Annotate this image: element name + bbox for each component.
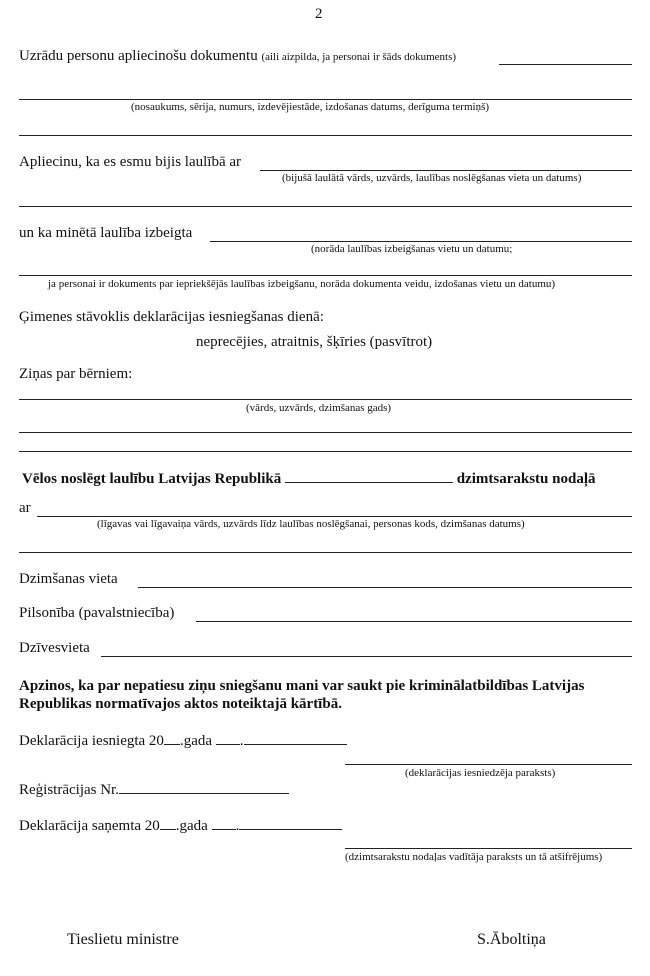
received-line (19, 816, 342, 835)
id-doc-field-line3[interactable] (19, 135, 632, 136)
received-dot: . (235, 818, 240, 834)
received-gada: .gada (175, 818, 208, 834)
birthplace-label: Dzimšanas vieta (19, 571, 118, 587)
submitted-line (19, 731, 347, 750)
received-year-field[interactable] (160, 816, 176, 830)
marriage-hint: (bijušā laulātā vārds, uzvārds, laulības noslēgšanas vieta un datums) (282, 172, 582, 184)
page-number: 2 (315, 6, 323, 22)
marriage-field[interactable] (260, 170, 632, 171)
submitted-dot: . (239, 733, 244, 749)
with-label: ar (19, 500, 31, 516)
wish-part2: dzimtsarakstu nodaļā (456, 471, 596, 487)
family-status-label: Ģimenes stāvoklis deklarācijas iesniegšanas dienā: (19, 309, 324, 325)
head-sig-hint: (dzimtsarakstu nodaļas vadītāja paraksts un tā atšifrējums) (345, 851, 603, 863)
statement-line1: Apzinos, ka par nepatiesu ziņu sniegšanu mani var saukt pie kriminālatbildības Latvijas (19, 678, 585, 694)
wish-line (22, 469, 596, 488)
id-doc-hint: (nosaukums, sērija, numurs, izdevējiestāde, izdošanas datums, derīguma termiņš) (131, 101, 490, 113)
received-prefix: Deklarācija saņemta 20 (19, 818, 160, 834)
id-doc-note: (aili aizpilda, ja personai ir šāds dokuments) (261, 51, 457, 63)
children-field-line3[interactable] (19, 451, 632, 452)
children-field-line2[interactable] (19, 432, 632, 433)
statement-line2: Republikas normatīvajos aktos noteiktajā kārtībā. (19, 696, 342, 712)
id-doc-field[interactable] (499, 64, 632, 65)
submitted-month-field[interactable] (244, 731, 347, 745)
wish-part1: Vēlos noslēgt laulību Latvijas Republikā (22, 471, 282, 487)
reg-line (19, 780, 289, 799)
registry-office-field[interactable] (285, 469, 453, 483)
id-doc-label (19, 47, 456, 65)
residence-field[interactable] (101, 656, 632, 657)
children-label: Ziņas par bērniem: (19, 366, 133, 382)
head-signature-field[interactable] (345, 848, 632, 849)
ended-hint2: ja personai ir dokuments par iepriekšējās laulības izbeigšanu, norāda dokumenta veidu, izdošanas vietu un datumu) (48, 278, 556, 290)
submitted-gada: .gada (179, 733, 213, 749)
submitter-signature-field[interactable] (345, 764, 632, 765)
family-status-options[interactable]: neprecējies, atraitnis, šķīries (pasvītrot) (196, 334, 433, 350)
reg-no-label: Reģistrācijas Nr. (19, 782, 119, 798)
id-doc-label-text: Uzrādu personu apliecinošu dokumentu (19, 48, 258, 64)
minister-title: Tieslietu ministre (67, 931, 179, 948)
with-field-line2[interactable] (19, 552, 632, 553)
submitted-prefix: Deklarācija iesniegta 20 (19, 733, 164, 749)
marriage-label: Apliecinu, ka es esmu bijis laulībā ar (19, 154, 242, 170)
children-hint: (vārds, uzvārds, dzimšanas gads) (246, 402, 392, 414)
citizenship-label: Pilsonība (pavalstniecība) (19, 605, 175, 621)
reg-no-field[interactable] (119, 780, 289, 794)
ended-field-line2[interactable] (19, 275, 632, 276)
submitted-year-field[interactable] (164, 731, 180, 745)
submitted-day-field[interactable] (216, 731, 240, 745)
ended-hint1: (norāda laulības izbeigšanas vietu un datumu; (311, 243, 513, 255)
submitter-sig-hint: (deklarācijas iesniedzēja paraksts) (405, 767, 556, 779)
marriage-field-line2[interactable] (19, 206, 632, 207)
children-field[interactable] (19, 399, 632, 400)
id-doc-field-line2[interactable] (19, 99, 632, 100)
minister-name: S.Āboltiņa (477, 931, 546, 948)
ended-label: un ka minētā laulība izbeigta (19, 225, 193, 241)
residence-label: Dzīvesvieta (19, 640, 90, 656)
ended-field[interactable] (210, 241, 632, 242)
received-day-field[interactable] (212, 816, 236, 830)
received-month-field[interactable] (239, 816, 342, 830)
with-hint: (līgavas vai līgavaiņa vārds, uzvārds līdz laulības noslēgšanai, personas kods, dzimšanas datums) (97, 518, 525, 530)
citizenship-field[interactable] (196, 621, 632, 622)
with-field[interactable] (37, 516, 632, 517)
birthplace-field[interactable] (138, 587, 632, 588)
